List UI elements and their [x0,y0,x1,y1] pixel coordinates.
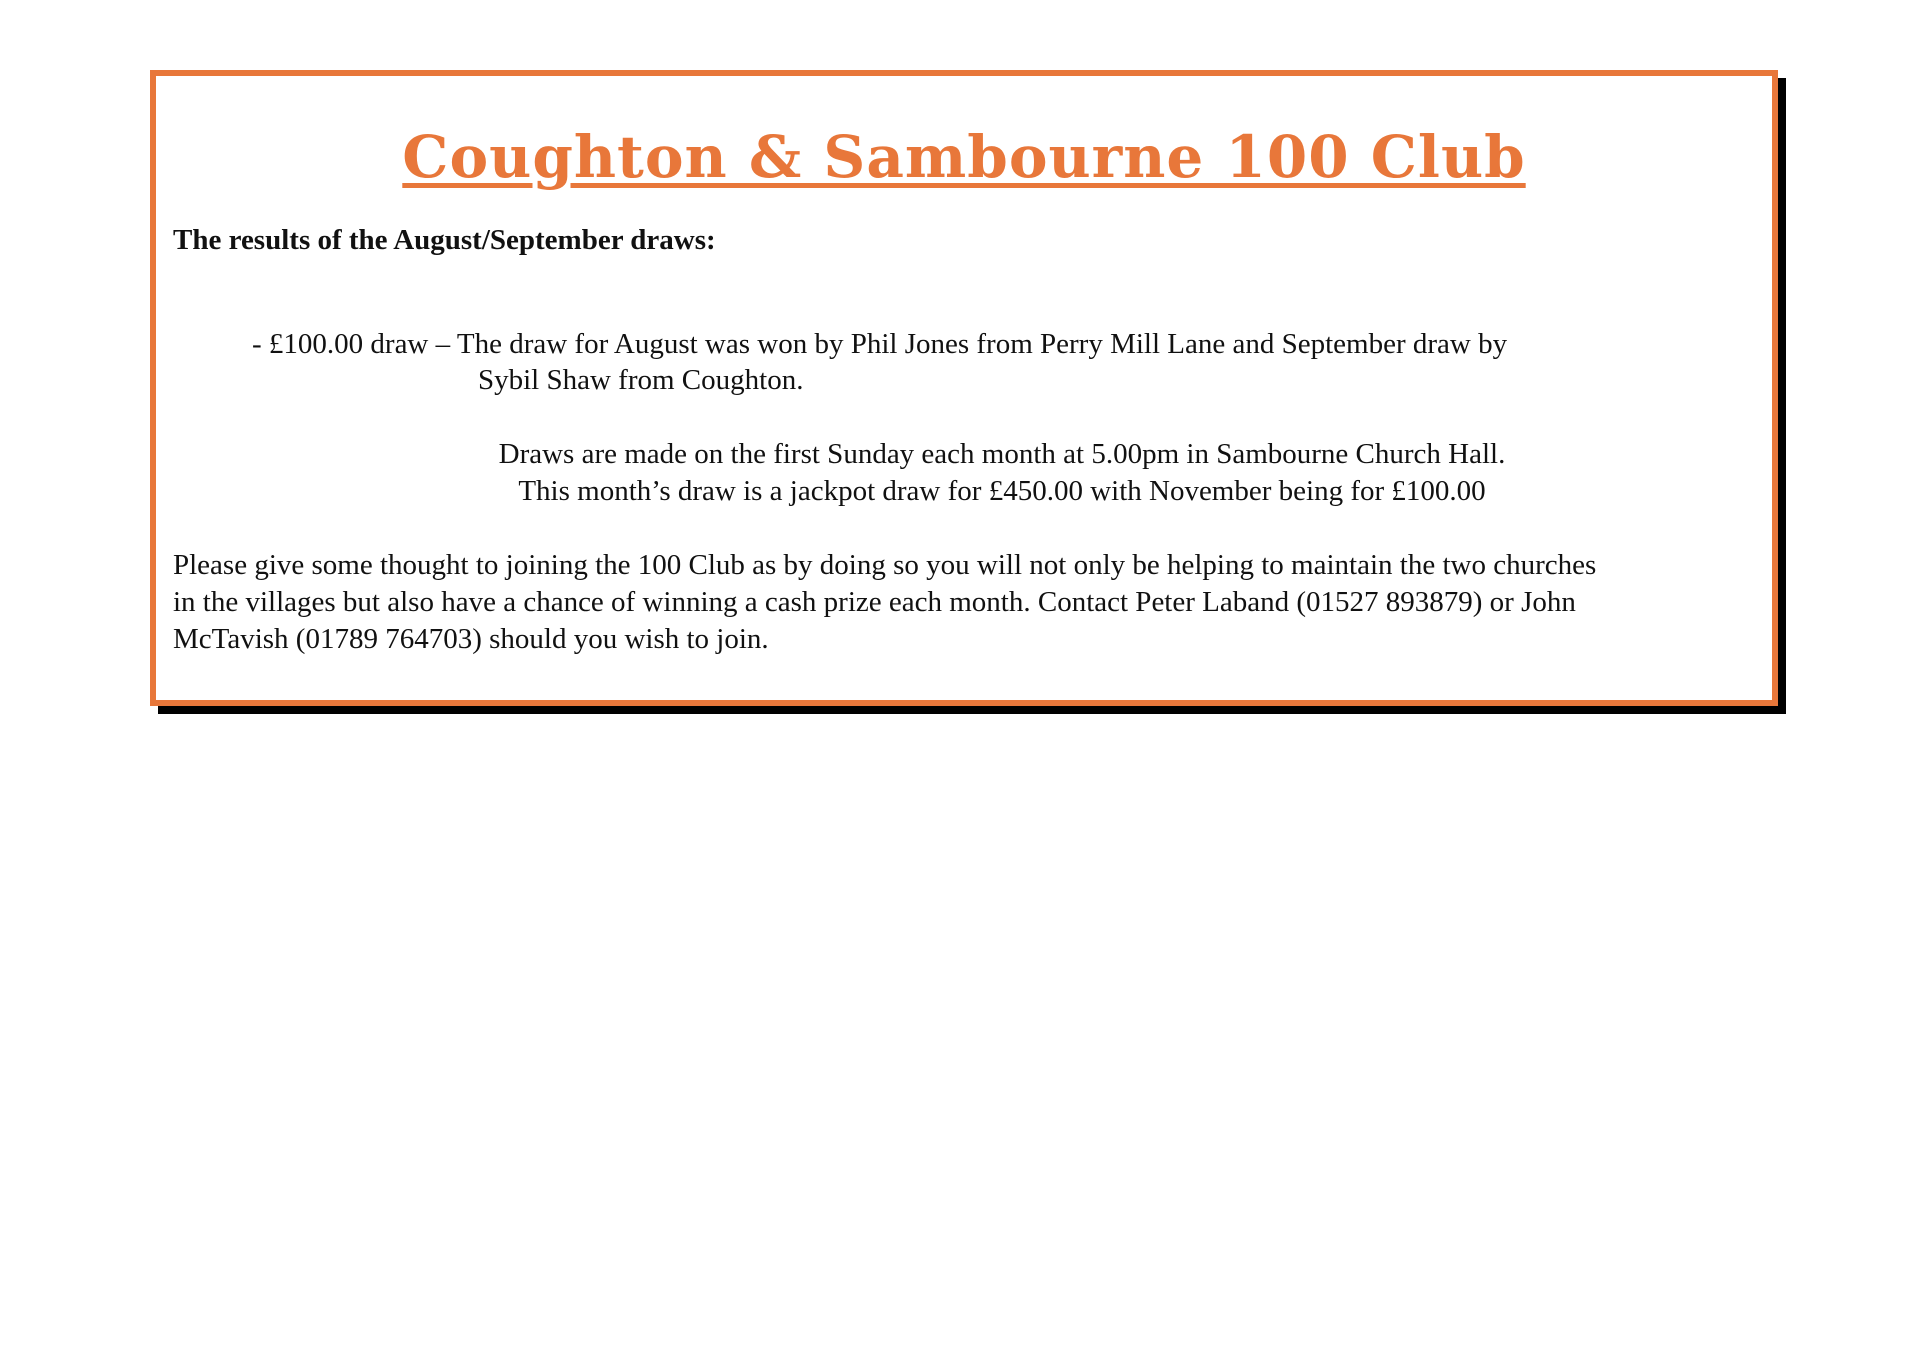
draw-result-line-1: - £100.00 draw – The draw for August was won by Phil Jones from Perry Mill Lane and September draw by [252,328,1508,360]
draw-result-line-2: Sybil Shaw from Coughton. [478,364,804,396]
draw-schedule-line-1: Draws are made on the first Sunday each month at 5.00pm in Sambourne Church Hall. [498,438,1506,470]
draw-schedule-line-2: This month’s draw is a jackpot draw for £450.00 with November being for £100.00 [518,475,1486,507]
join-appeal-line-2: in the villages but also have a chance of winning a cash prize each month. Contact Peter Laband (01527 893879) or John [173,586,1576,618]
join-appeal-line-3: McTavish (01789 764703) should you wish to join. [173,623,769,655]
join-appeal-line-1: Please give some thought to joining the 100 Club as by doing so you will not only be helping to maintain the two churches [173,549,1597,581]
notice-box [150,70,1778,706]
notice-title-text: Coughton & Sambourne 100 Club [402,123,1526,191]
results-subheading: The results of the August/September draws: [173,224,716,256]
notice-title [156,123,1772,191]
